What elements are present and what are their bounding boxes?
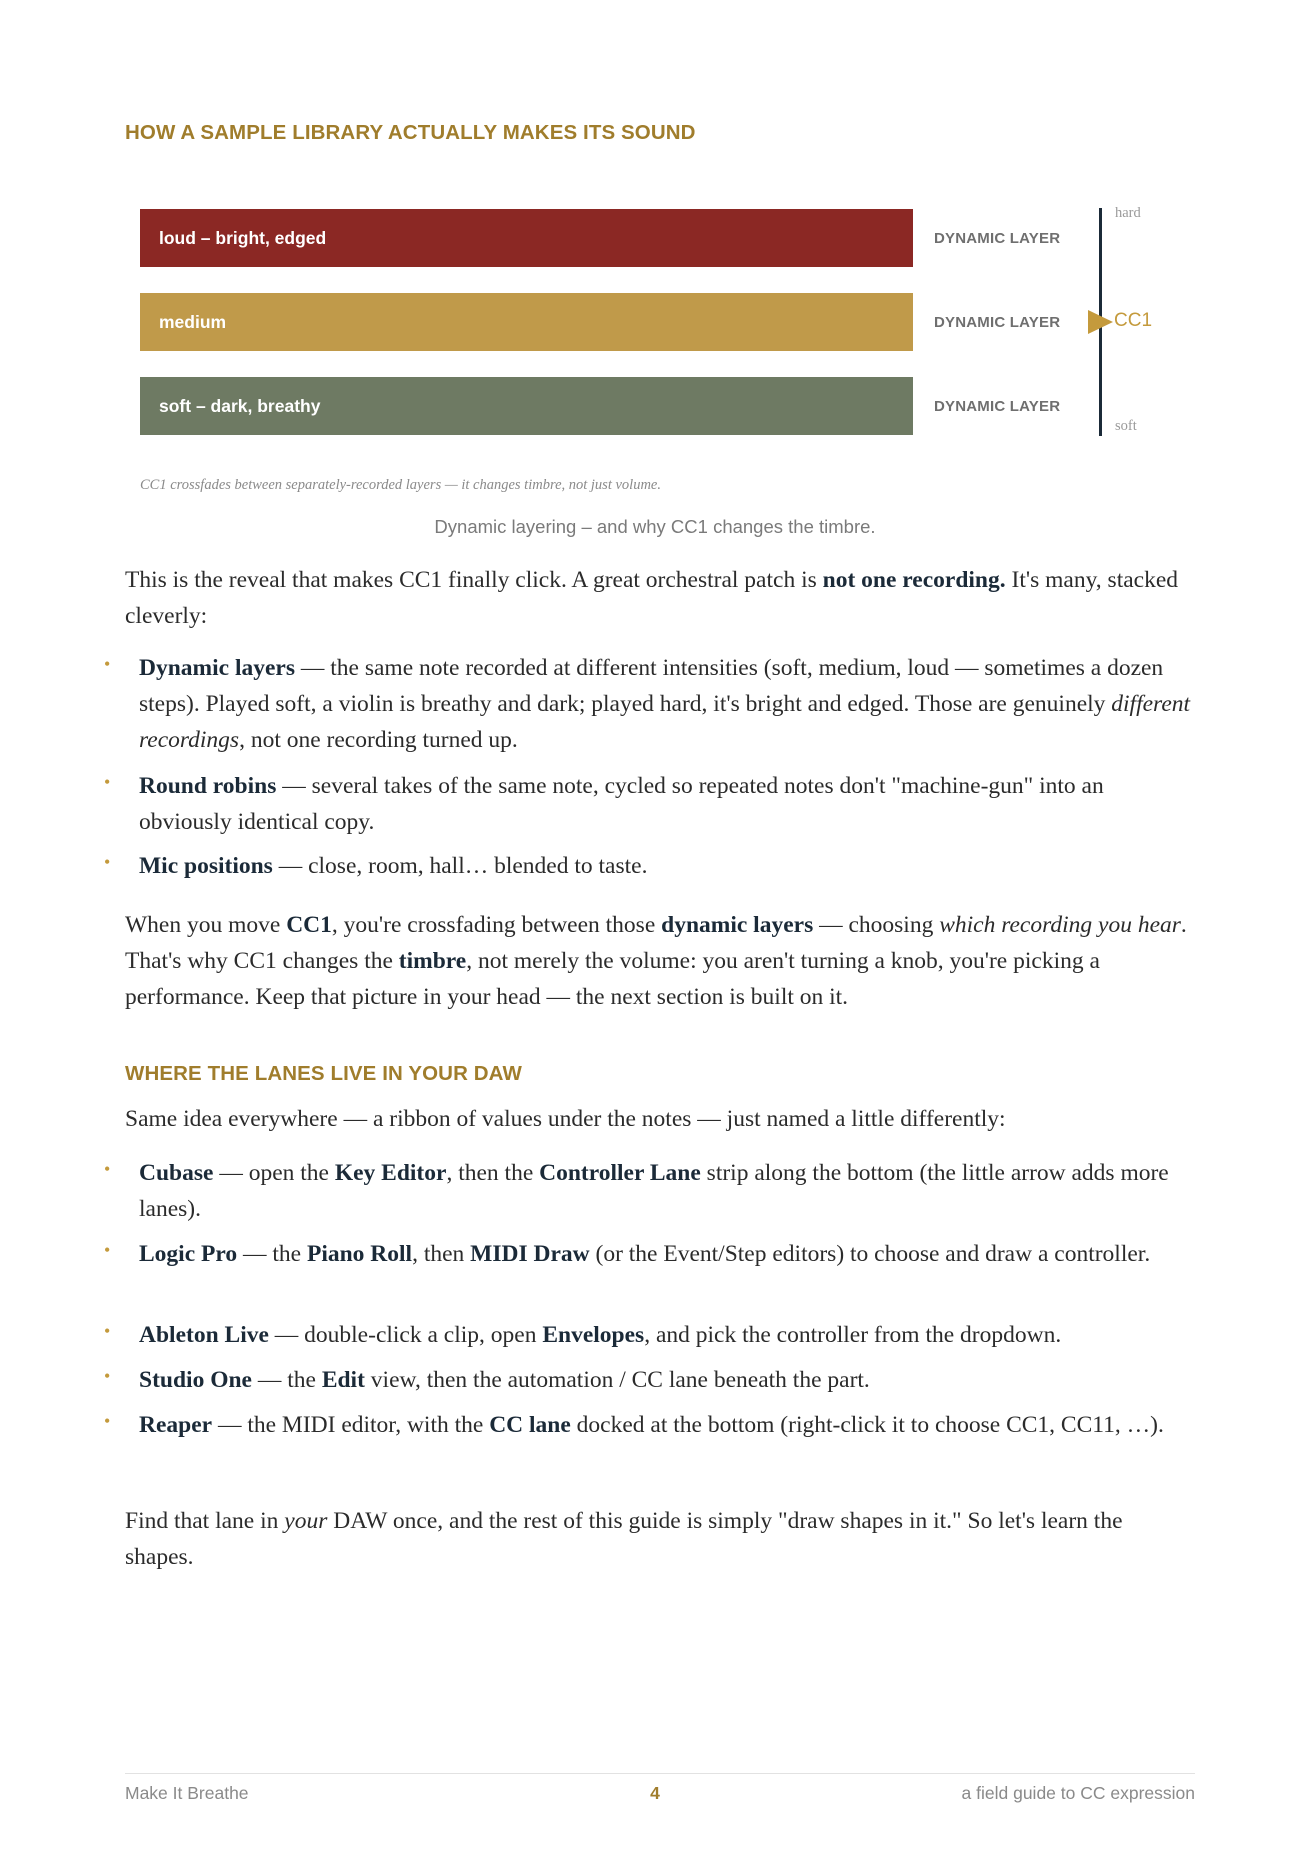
list-item-reaper	[104, 1407, 1195, 1443]
para-bold: CC1	[286, 912, 332, 938]
para-bold: dynamic layers	[661, 912, 814, 938]
list-italic: different recordings	[139, 691, 1191, 753]
list-bold: Edit	[321, 1367, 365, 1393]
intro-paragraph	[125, 562, 1195, 634]
footer-subtitle: a field guide to CC expression	[961, 1783, 1195, 1803]
daw-name: Logic Pro	[139, 1241, 238, 1267]
cc1-pointer-icon	[1088, 310, 1113, 334]
list-bold: MIDI Draw	[470, 1241, 590, 1267]
list-item-studio-one	[104, 1362, 1195, 1398]
list-text: view, then the automation / CC lane beneath the part.	[364, 1367, 870, 1393]
list-text: (or the Event/Step editors) to choose and draw a controller.	[589, 1241, 1151, 1267]
layer-bar-loud	[140, 209, 913, 267]
layer-label-soft: soft – dark, breathy	[159, 395, 321, 416]
intro-text-1: This is the reveal that makes CC1 finally click. A great orchestral patch is	[125, 567, 823, 593]
layer-bar-medium	[140, 293, 913, 351]
layer-label-medium: medium	[159, 311, 227, 332]
cc1-paragraph	[125, 907, 1195, 1015]
bullet-icon: •	[104, 1159, 111, 1179]
list-text: , not one recording turned up.	[239, 727, 518, 753]
list-text: docked at the bottom (right-click it to choose CC1, CC11, …).	[570, 1412, 1164, 1438]
list-bold: CC lane	[489, 1412, 571, 1438]
para-text: . That's why CC1 changes the	[125, 912, 1187, 974]
para-text: , not merely the volume: you aren't turning a knob, you're picking a performance. Keep that picture in your head — the next section is built on it.	[125, 948, 1100, 1010]
footer-title: Make It Breathe	[125, 1783, 249, 1803]
list-text: — several takes of the same note, cycled so repeated notes don't "machine-gun" into an obviously identical copy.	[139, 773, 1104, 835]
daw-intro-paragraph: Same idea everywhere — a ribbon of values under the notes — just named a little differently:	[125, 1106, 1006, 1132]
figure-note: CC1 crossfades between separately-recorded layers — it changes timbre, not just volume.	[140, 477, 661, 493]
para-italic: which recording you hear	[939, 912, 1181, 938]
list-term: Dynamic layers	[139, 655, 295, 681]
list-item-round-robins	[104, 768, 1195, 840]
list-bold: Controller Lane	[539, 1160, 701, 1186]
list-text: — the same note recorded at different intensities (soft, medium, loud — sometimes a dozen steps). Played soft, a violin is breathy and dark; played hard, it's bright and edged. Those are genuinely	[139, 655, 1164, 717]
list-text: — double-click a clip, open	[268, 1322, 543, 1348]
layer-tag-soft: DYNAMIC LAYER	[934, 398, 1061, 415]
list-item-dynamic-layers	[104, 650, 1195, 758]
list-item-cubase	[104, 1155, 1195, 1227]
list-text: — open the	[213, 1160, 335, 1186]
list-text: — the MIDI editor, with the	[212, 1412, 490, 1438]
para-text: DAW once, and the rest of this guide is simply "draw shapes in it." So let's learn the shapes.	[125, 1508, 1123, 1570]
section-heading-sample-library: HOW A SAMPLE LIBRARY ACTUALLY MAKES ITS SOUND	[125, 121, 696, 144]
section-heading-daw-lanes: WHERE THE LANES LIVE IN YOUR DAW	[125, 1062, 522, 1085]
daw-name: Reaper	[139, 1412, 213, 1438]
bullet-icon: •	[104, 772, 111, 792]
intro-emphasis: not one recording.	[822, 567, 1006, 593]
cc1-marker-label: CC1	[1114, 310, 1153, 331]
intro-text-2: It's many, stacked cleverly:	[125, 567, 1179, 629]
bullet-icon: •	[104, 654, 111, 674]
list-term: Round robins	[139, 773, 277, 799]
para-text: Find that lane in	[125, 1508, 285, 1534]
bullet-icon: •	[104, 1366, 111, 1386]
para-bold: timbre	[398, 948, 467, 974]
layer-label-loud: loud – bright, edged	[159, 227, 327, 248]
layer-tag-loud: DYNAMIC LAYER	[934, 230, 1061, 247]
daw-name: Studio One	[139, 1367, 252, 1393]
bullet-icon: •	[104, 852, 111, 872]
list-text: — close, room, hall… blended to taste.	[272, 853, 648, 879]
bullet-icon: •	[104, 1240, 111, 1260]
layer-bar-soft	[140, 377, 913, 435]
axis-label-hard: hard	[1115, 205, 1141, 221]
para-text: — choosing	[813, 912, 940, 938]
list-text: , then the	[446, 1160, 540, 1186]
figure-caption: Dynamic layering – and why CC1 changes the timbre.	[434, 516, 876, 537]
list-bold: Piano Roll	[306, 1241, 413, 1267]
para-italic: your	[284, 1508, 328, 1534]
closing-paragraph	[125, 1503, 1195, 1575]
daw-name: Cubase	[139, 1160, 214, 1186]
axis-label-soft: soft	[1115, 418, 1137, 434]
list-text: , then	[412, 1241, 471, 1267]
list-text: , and pick the controller from the dropdown.	[644, 1322, 1062, 1348]
list-item-mic-positions	[104, 848, 1195, 884]
para-text: When you move	[125, 912, 287, 938]
list-item-ableton-live	[104, 1317, 1195, 1353]
list-bold: Envelopes	[542, 1322, 645, 1348]
para-text: , you're crossfading between those	[331, 912, 662, 938]
list-text: — the	[237, 1241, 307, 1267]
list-item-logic-pro	[104, 1236, 1195, 1272]
bullet-icon: •	[104, 1411, 111, 1431]
list-text: strip along the bottom (the little arrow adds more lanes).	[139, 1160, 1169, 1222]
footer-divider	[125, 1773, 1195, 1774]
layer-tag-medium: DYNAMIC LAYER	[934, 314, 1061, 331]
page-number: 4	[650, 1783, 660, 1803]
list-term: Mic positions	[139, 853, 273, 879]
list-bold: Key Editor	[334, 1160, 447, 1186]
bullet-icon: •	[104, 1321, 111, 1341]
list-text: — the	[251, 1367, 322, 1393]
daw-name: Ableton Live	[139, 1322, 269, 1348]
